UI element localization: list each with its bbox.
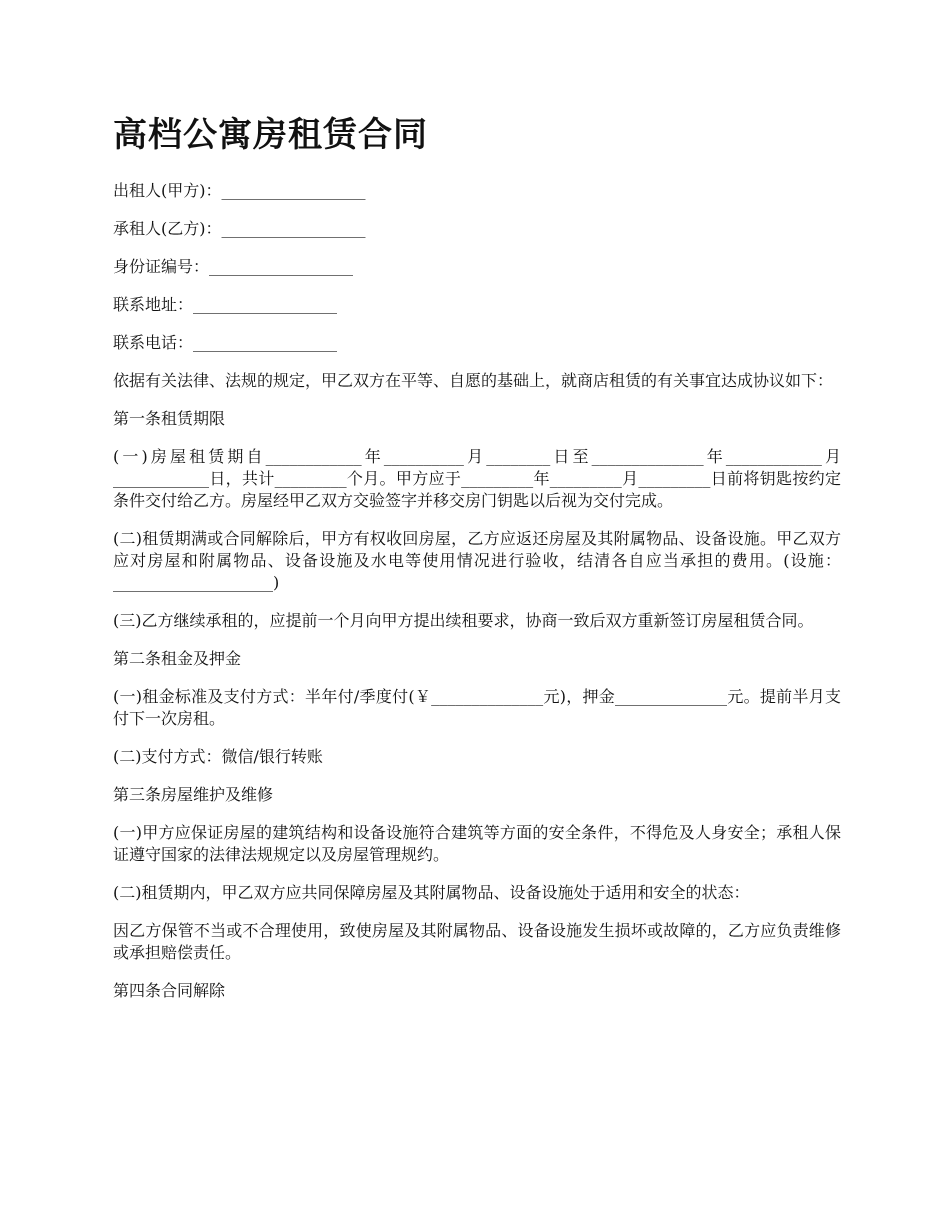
article3-clause3: 因乙方保管不当或不合理使用，致使房屋及其附属物品、设备设施发生损坏或故障的，乙方应负责维修或承担赔偿责任。 xyxy=(113,921,841,962)
document-page xyxy=(113,112,841,1018)
article2-heading: 第二条租金及押金 xyxy=(113,649,242,668)
article3-clause2: (二)租赁期内，甲乙双方应共同保障房屋及其附属物品、设备设施处于适用和安全的状态： xyxy=(113,883,750,902)
article2-clause1: (一)租金标准及支付方式：半年付/季度付(￥______________元)，押金______________元。提前半月支付下一次房租。 xyxy=(113,687,841,728)
article4-heading: 第四条合同解除 xyxy=(113,981,226,1000)
id-number-field: 身份证编号：__________________ xyxy=(113,257,354,276)
lessor-field: 出租人(甲方)：__________________ xyxy=(113,181,366,200)
intro-paragraph: 依据有关法律、法规的规定，甲乙双方在平等、自愿的基础上，就商店租赁的有关事宜达成协议如下： xyxy=(113,371,834,390)
article3-clause1: (一)甲方应保证房屋的建筑结构和设备设施符合建筑等方面的安全条件，不得危及人身安全；承租人保证遵守国家的法律法规规定以及房屋管理规约。 xyxy=(113,823,841,864)
article2-clause2: (二)支付方式：微信/银行转账 xyxy=(113,747,323,766)
article3-heading: 第三条房屋维护及维修 xyxy=(113,785,274,804)
address-field: 联系地址：__________________ xyxy=(113,295,338,314)
lessee-field: 承租人(乙方)：__________________ xyxy=(113,219,366,238)
document-title: 高档公寓房租赁合同 xyxy=(113,115,428,155)
article1-clause1: (一)房屋租赁期自____________年__________月________日至______________年____________月____________日，共计_________个月。甲方应于_________年_________月_________日前将钥匙按约定条件交付给乙方。房屋经甲乙双方交验签字并移交房门钥匙以后视为交付完成。 xyxy=(113,447,841,510)
article1-clause3: (三)乙方继续承租的，应提前一个月向甲方提出续租要求，协商一致后双方重新签订房屋租赁合同。 xyxy=(113,611,814,630)
phone-field: 联系电话：__________________ xyxy=(113,333,338,352)
article1-clause2: (二)租赁期满或合同解除后，甲方有权收回房屋，乙方应返还房屋及其附属物品、设备设施。甲乙双方应对房屋和附属物品、设备设施及水电等使用情况进行验收，结清各自应当承担的费用。(设施：____________________) xyxy=(113,529,841,592)
article1-heading: 第一条租赁期限 xyxy=(113,409,226,428)
